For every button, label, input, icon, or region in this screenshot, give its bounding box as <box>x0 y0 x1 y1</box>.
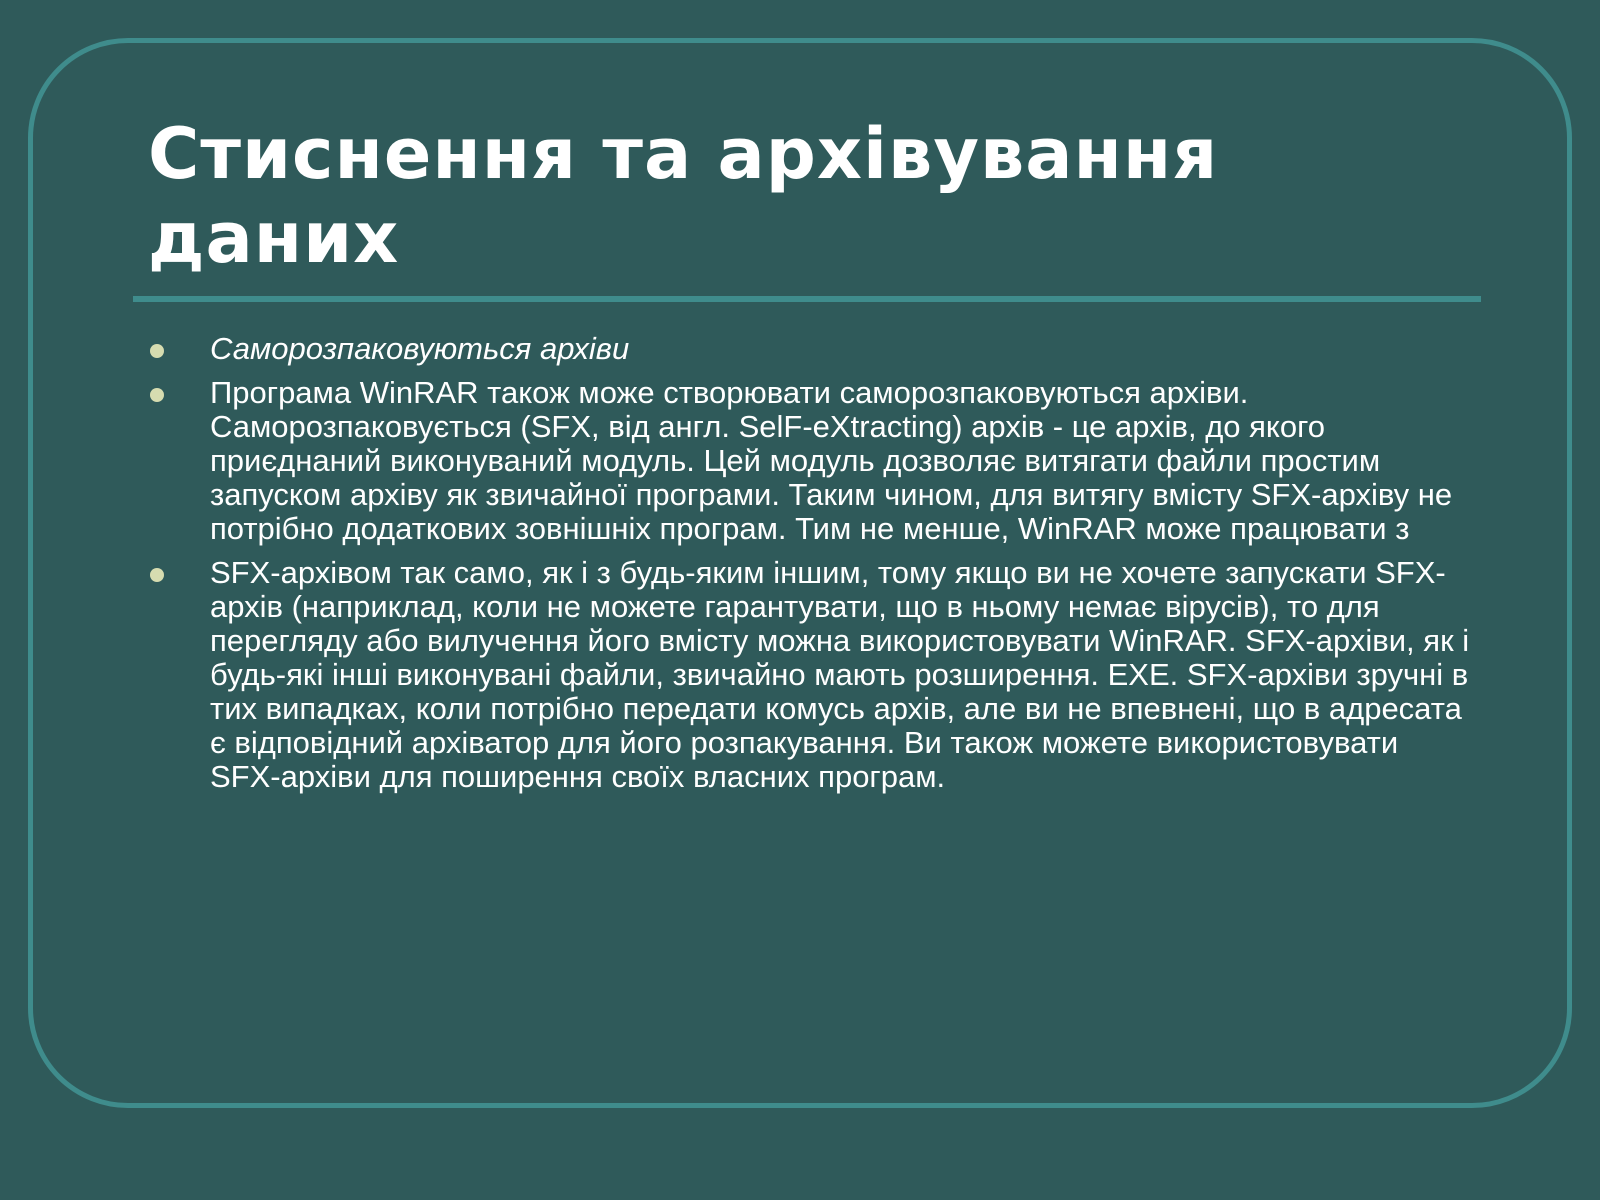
bullet-dot-icon <box>150 568 164 582</box>
bullet-item <box>150 376 1470 546</box>
bullet-text: Програма WinRAR також може створювати саморозпаковуються архіви. Саморозпаковується (SFX, від англ. SelF-eXtracting) архів - це архів, до якого приєднаний виконуваний модуль. Цей модуль дозволяє витягати файли простим запуском архіву як звичайної програми. Таким чином, для витягу вмісту SFX-архіву не потрібно додаткових зовнішніх програм. Тим не менше, WinRAR може працювати з <box>210 375 1453 546</box>
bullet-text: Саморозпаковуються архіви <box>210 331 630 366</box>
bullet-text: SFX-архівом так само, як і з будь-яким іншим, тому якщо ви не хочете запускати SFX-архів (наприклад, коли не можете гарантувати, що в ньому немає вірусів), то для перегляду або вилучення його вмісту можна використовувати WinRAR. SFX-архіви, як і будь-які інші виконувані файли, звичайно мають розширення. EXE. SFX-архіви зручні в тих випадках, коли потрібно передати комусь архів, але ви не впевнені, що в адресата є відповідний архіватор для його розпакування. Ви також можете використовувати SFX-архіви для поширення своїх власних програм. <box>210 555 1470 794</box>
bullet-dot-icon <box>150 344 164 358</box>
bullet-item <box>150 332 1470 366</box>
slide-title: Стиснення та архівування даних <box>148 113 1219 279</box>
bullet-list <box>150 332 1470 804</box>
title-divider <box>133 296 1481 302</box>
bullet-dot-icon <box>150 388 164 402</box>
bullet-item <box>150 556 1470 794</box>
